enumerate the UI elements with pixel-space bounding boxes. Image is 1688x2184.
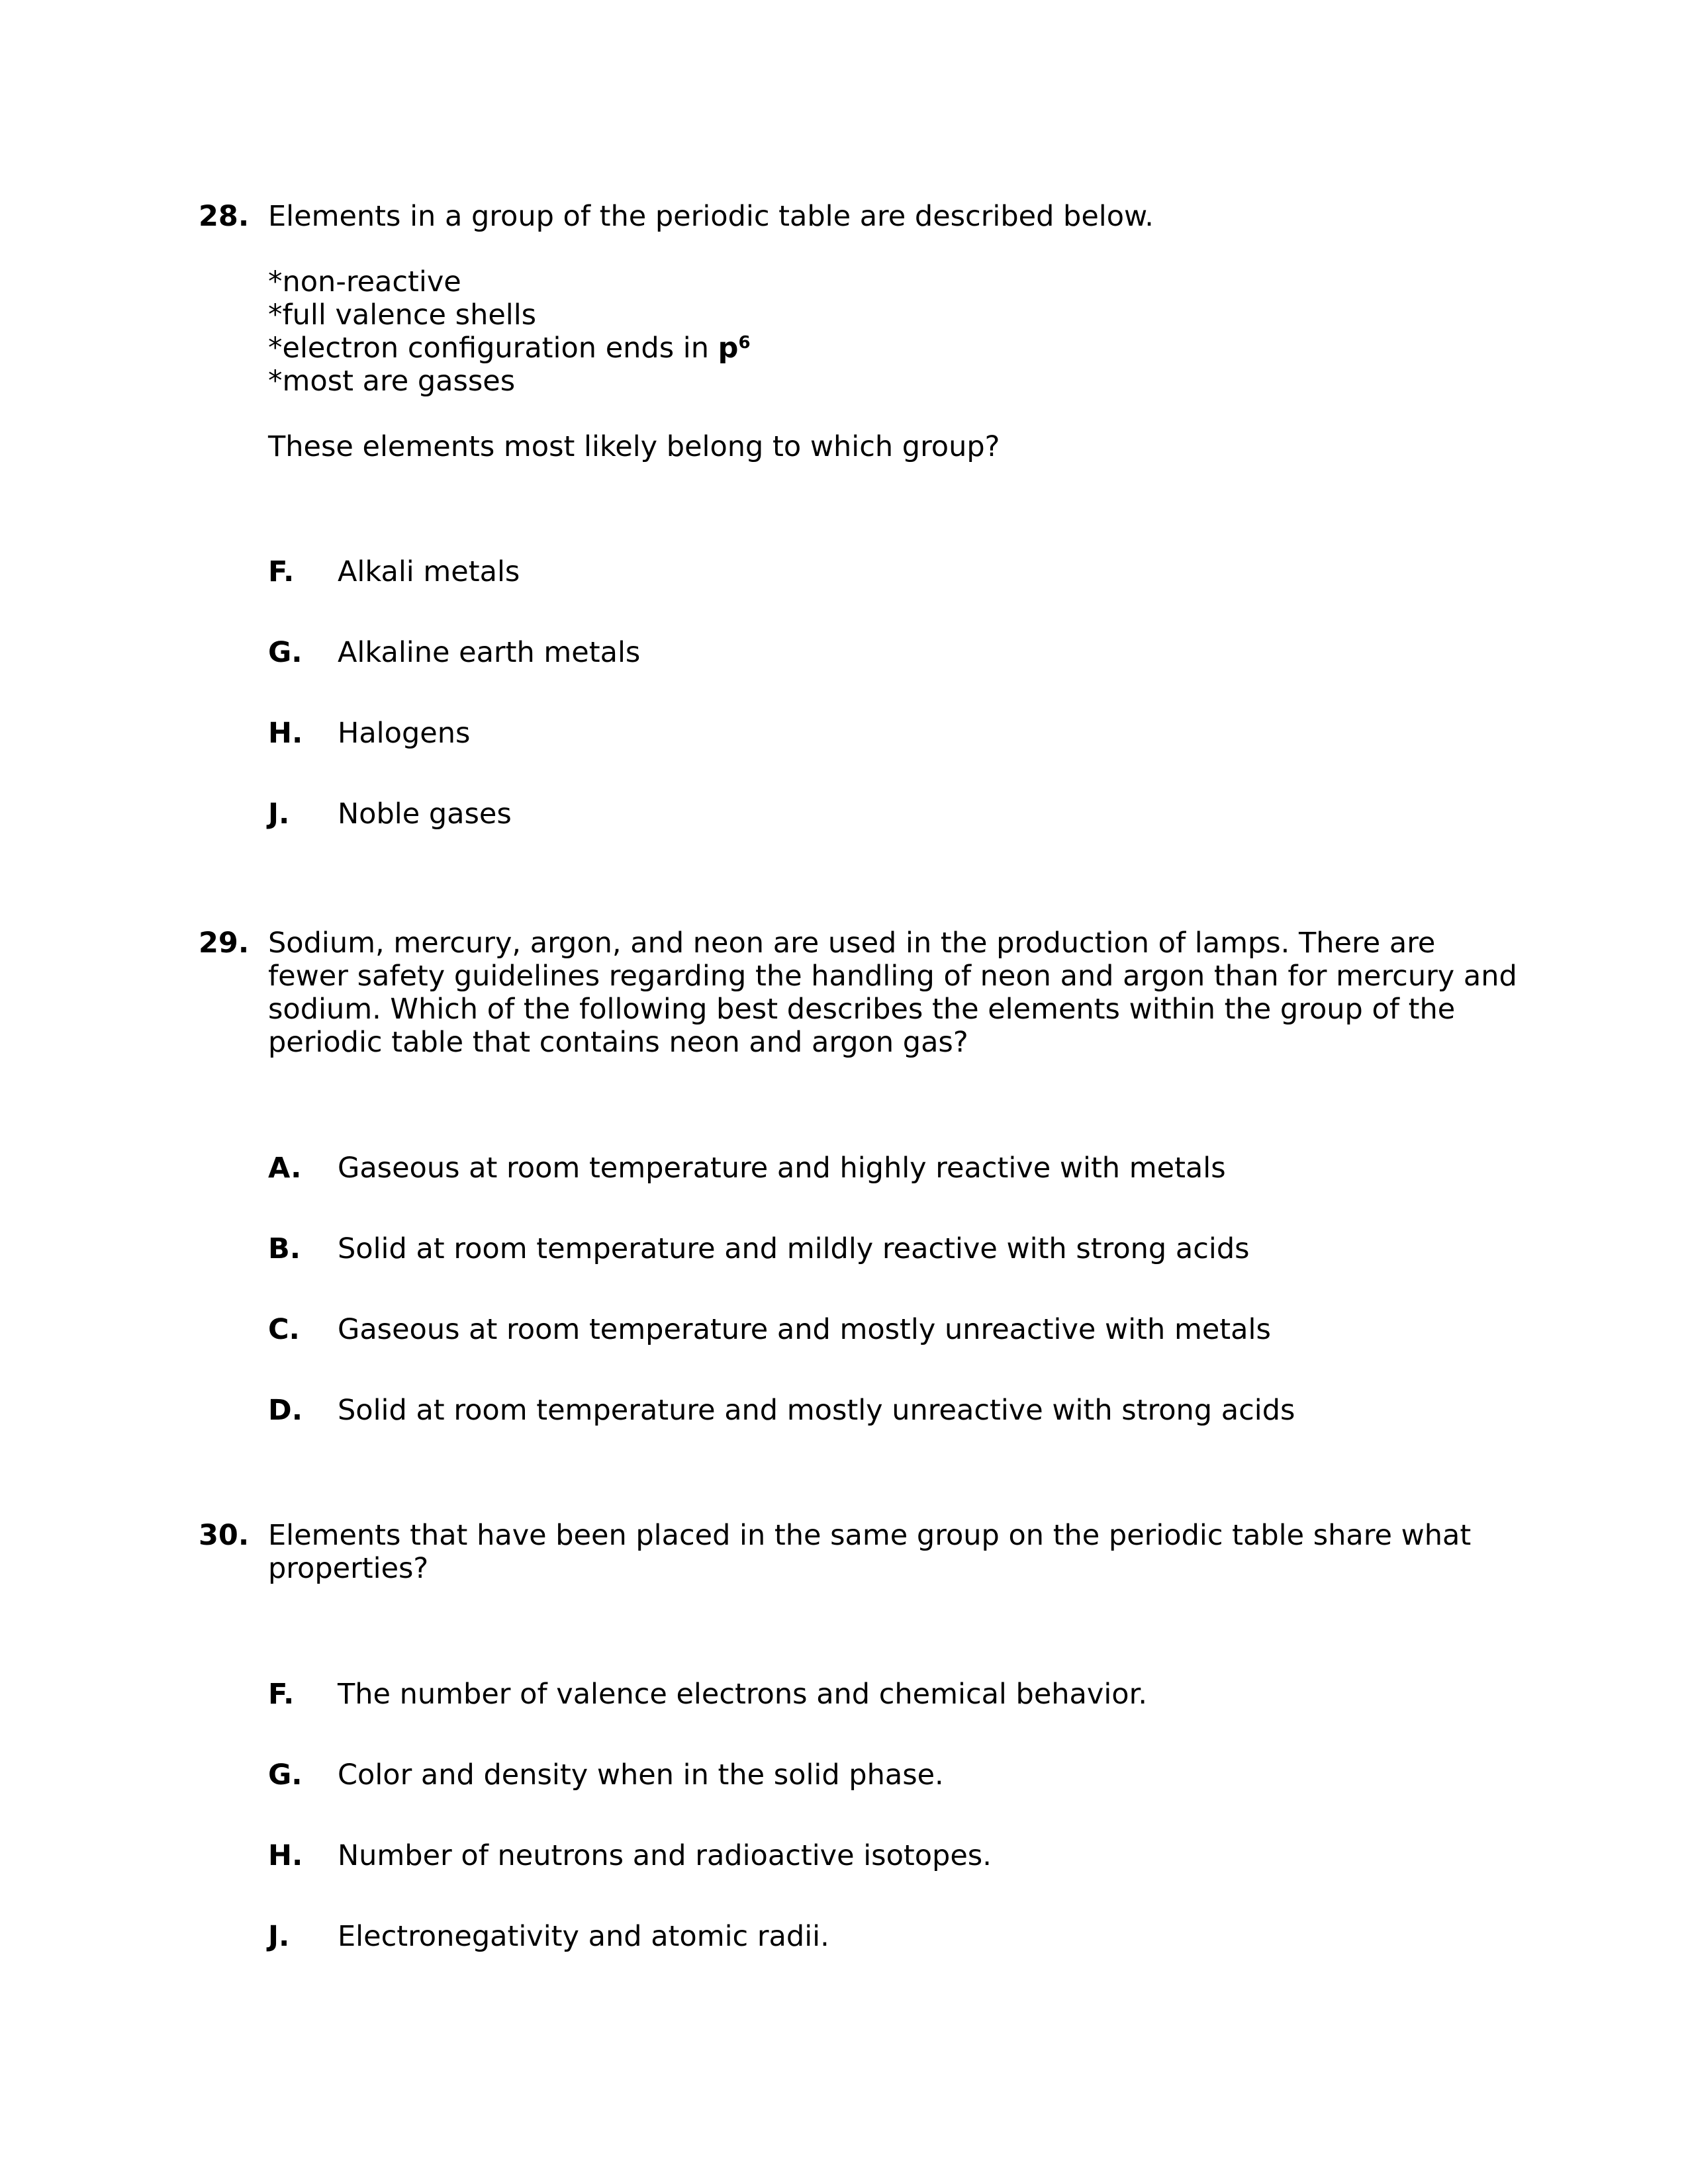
question-text-line: Elements that have been placed in the same group on the periodic table share what xyxy=(268,1519,1472,1552)
answer-option-h[interactable] xyxy=(268,1839,992,1872)
question-text-line: fewer safety guidelines regarding the handling of neon and argon than for mercury and xyxy=(268,960,1517,993)
answer-option-c[interactable] xyxy=(268,1313,1271,1346)
answer-option-f[interactable] xyxy=(268,1678,1147,1711)
answer-option-b[interactable] xyxy=(268,1232,1250,1265)
answer-option-h[interactable] xyxy=(268,717,470,750)
option-text: Alkaline earth metals xyxy=(338,636,641,669)
option-letter: C. xyxy=(268,1313,300,1346)
question-text: Elements in a group of the periodic table are described below. xyxy=(268,200,1154,233)
option-letter: J. xyxy=(268,1920,290,1953)
answer-option-a[interactable] xyxy=(268,1152,1226,1185)
answer-option-f[interactable] xyxy=(268,555,520,588)
property-item: *non-reactive xyxy=(268,265,461,298)
option-letter: D. xyxy=(268,1394,303,1427)
property-item: *full valence shells xyxy=(268,298,537,332)
question-text xyxy=(268,927,1526,1059)
answer-option-j[interactable] xyxy=(268,1920,829,1953)
orbital-symbol: p xyxy=(718,332,739,365)
question-text-line: periodic table that contains neon and argon gas? xyxy=(268,1026,968,1059)
question-number: 30. xyxy=(199,1519,250,1552)
question-text-line: Sodium, mercury, argon, and neon are used in the production of lamps. There are xyxy=(268,927,1436,960)
option-letter: B. xyxy=(268,1232,301,1265)
answer-option-g[interactable] xyxy=(268,636,640,669)
option-letter: H. xyxy=(268,1839,303,1872)
orbital-superscript: 6 xyxy=(738,333,751,353)
property-list xyxy=(268,265,751,398)
property-item xyxy=(268,332,751,365)
option-letter: J. xyxy=(268,797,290,831)
option-letter: H. xyxy=(268,717,303,750)
question-text-line: sodium. Which of the following best describes the elements within the group of the xyxy=(268,993,1456,1026)
option-letter: F. xyxy=(268,1678,295,1711)
option-letter: F. xyxy=(268,555,295,588)
option-letter: G. xyxy=(268,636,303,669)
option-text: Halogens xyxy=(338,717,471,750)
option-text: Gaseous at room temperature and mostly unreactive with metals xyxy=(338,1313,1271,1346)
option-text: Gaseous at room temperature and highly reactive with metals xyxy=(338,1152,1226,1185)
option-letter: A. xyxy=(268,1152,302,1185)
property-item: *most are gasses xyxy=(268,365,516,398)
option-text: The number of valence electrons and chemical behavior. xyxy=(338,1678,1148,1711)
option-text: Solid at room temperature and mildly reactive with strong acids xyxy=(338,1232,1250,1265)
option-letter: G. xyxy=(268,1758,303,1792)
option-text: Electronegativity and atomic radii. xyxy=(338,1920,829,1953)
question-number: 29. xyxy=(199,927,250,960)
question-number: 28. xyxy=(199,200,250,233)
option-text: Alkali metals xyxy=(338,555,520,588)
property-item-text: *electron configuration ends in xyxy=(268,332,718,365)
question-text-line: properties? xyxy=(268,1552,429,1585)
answer-option-j[interactable] xyxy=(268,797,512,831)
option-text: Noble gases xyxy=(338,797,512,831)
question-text xyxy=(268,1519,1526,1585)
option-text: Color and density when in the solid phase. xyxy=(338,1758,944,1792)
option-text: Number of neutrons and radioactive isotopes. xyxy=(338,1839,992,1872)
option-text: Solid at room temperature and mostly unreactive with strong acids xyxy=(338,1394,1295,1427)
question-prompt: These elements most likely belong to which group? xyxy=(268,430,1000,463)
answer-option-d[interactable] xyxy=(268,1394,1295,1427)
answer-option-g[interactable] xyxy=(268,1758,944,1792)
